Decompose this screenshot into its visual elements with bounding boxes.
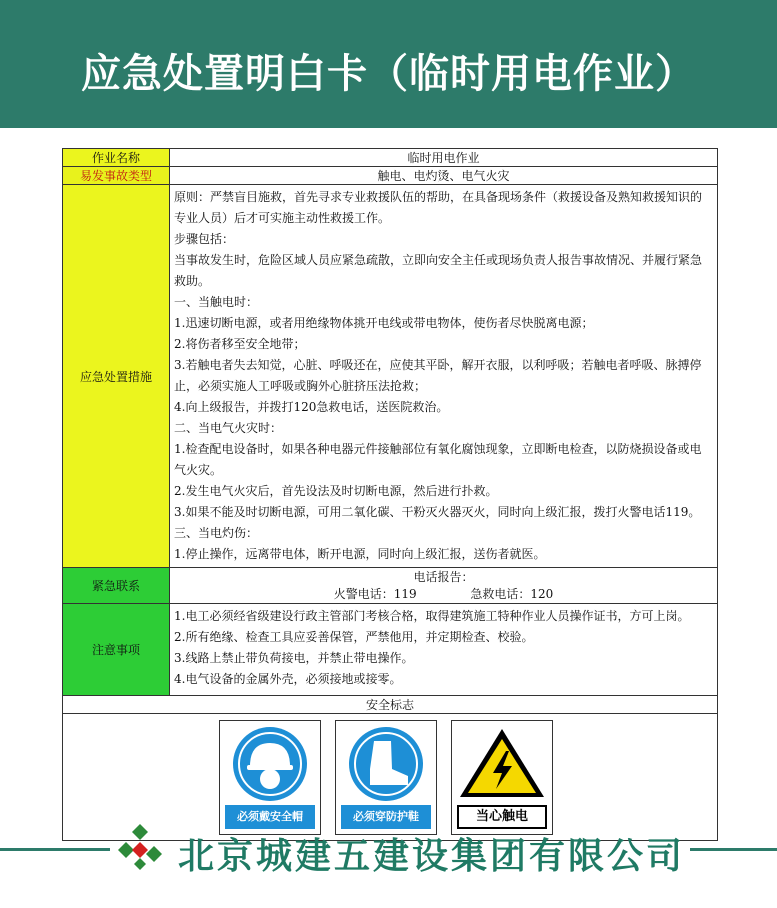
measures-line: 当事故发生时，危险区域人员应紧急疏散，立即向安全主任或现场负责人报告事故情况、并履行紧急救助。 bbox=[174, 253, 703, 288]
accident-type-label: 易发事故类型 bbox=[63, 167, 170, 185]
company-name: 北京城建五建设集团有限公司 bbox=[178, 836, 686, 877]
fire-phone: 火警电话：119 bbox=[333, 586, 417, 601]
measures-line: 一、当触电时： bbox=[174, 295, 259, 309]
sign-boot bbox=[335, 720, 437, 835]
row-signs-heading bbox=[63, 696, 718, 714]
sign-helmet-label: 必须戴安全帽 bbox=[225, 805, 315, 829]
notes-line: 3.线路上禁止带负荷接电，并禁止带电操作。 bbox=[174, 651, 414, 665]
measures-line: 2.将伤者移至安全地带； bbox=[174, 337, 306, 351]
measures-label: 应急处置措施 bbox=[63, 185, 170, 568]
row-measures bbox=[63, 185, 718, 568]
job-name-value: 临时用电作业 bbox=[170, 149, 718, 167]
sign-helmet bbox=[219, 720, 321, 835]
phone-report-heading: 电话报告： bbox=[413, 569, 474, 584]
notes-label: 注意事项 bbox=[63, 604, 170, 696]
measures-line: 步骤包括： bbox=[174, 232, 235, 246]
sign-electric-label: 当心触电 bbox=[457, 805, 547, 829]
job-name-label: 作业名称 bbox=[63, 149, 170, 167]
accident-type-value: 触电、电灼烫、电气火灾 bbox=[170, 167, 718, 185]
sign-boot-label: 必须穿防护鞋 bbox=[341, 805, 431, 829]
measures-content bbox=[170, 185, 718, 568]
measures-line: 二、当电气火灾时： bbox=[174, 421, 283, 435]
sign-electric bbox=[451, 720, 553, 835]
row-notes bbox=[63, 604, 718, 696]
emergency-contact-value bbox=[170, 568, 718, 604]
phone-numbers bbox=[170, 586, 717, 603]
notes-line: 4.电气设备的金属外壳，必须接地或接零。 bbox=[174, 672, 402, 686]
ambulance-phone: 急救电话：120 bbox=[470, 586, 554, 601]
measures-line: 1.检查配电设备时，如果各种电器元件接触部位有氧化腐蚀现象，立即断电检查，以防烧损设备或电气火灾。 bbox=[174, 442, 702, 477]
row-accident-type bbox=[63, 167, 718, 185]
notes-content bbox=[170, 604, 718, 696]
signs-heading: 安全标志 bbox=[63, 696, 718, 714]
measures-line: 三、当电灼伤： bbox=[174, 526, 259, 540]
notes-line: 2.所有绝缘、检查工具应妥善保管，严禁他用，并定期检查、校验。 bbox=[174, 630, 534, 644]
emergency-card-table bbox=[62, 148, 718, 841]
measures-line: 1.迅速切断电源，或者用绝缘物体挑开电线或带电物体，使伤者尽快脱离电源； bbox=[174, 316, 594, 330]
measures-line: 原则：严禁盲目施救，首先寻求专业救援队伍的帮助，在具备现场条件（救援设备及熟知救援知识的专业人员）后才可实施主动性救援工作。 bbox=[174, 190, 703, 225]
company-logo bbox=[118, 822, 162, 870]
measures-line: 3.若触电者失去知觉，心脏、呼吸还在，应使其平卧，解开衣服，以利呼吸；若触电者呼吸、脉搏停止，必须实施人工呼吸或胸外心脏挤压法抢救； bbox=[174, 358, 702, 393]
emergency-contact-label: 紧急联系 bbox=[63, 568, 170, 604]
measures-line: 4.向上级报告，并拨打120急救电话，送医院救治。 bbox=[174, 400, 449, 414]
page-title: 应急处置明白卡（临时用电作业） bbox=[81, 51, 696, 97]
row-job-name bbox=[63, 149, 718, 167]
footer-line-left bbox=[0, 848, 110, 851]
row-emergency-contact bbox=[63, 568, 718, 604]
notes-line: 1.电工必须经省级建设行政主管部门考核合格，取得建筑施工特种作业人员操作证书，方可上岗。 bbox=[174, 609, 690, 623]
measures-line: 2.发生电气火灾后，首先设法及时切断电源，然后进行扑救。 bbox=[174, 484, 498, 498]
footer-line-right bbox=[690, 848, 777, 851]
measures-line: 3.如果不能及时切断电源，可用二氧化碳、干粉灭火器灭火，同时向上级汇报，拨打火警电话119。 bbox=[174, 505, 701, 519]
measures-line: 1.停止操作，远离带电体，断开电源，同时向上级汇报，送伤者就医。 bbox=[174, 547, 546, 561]
